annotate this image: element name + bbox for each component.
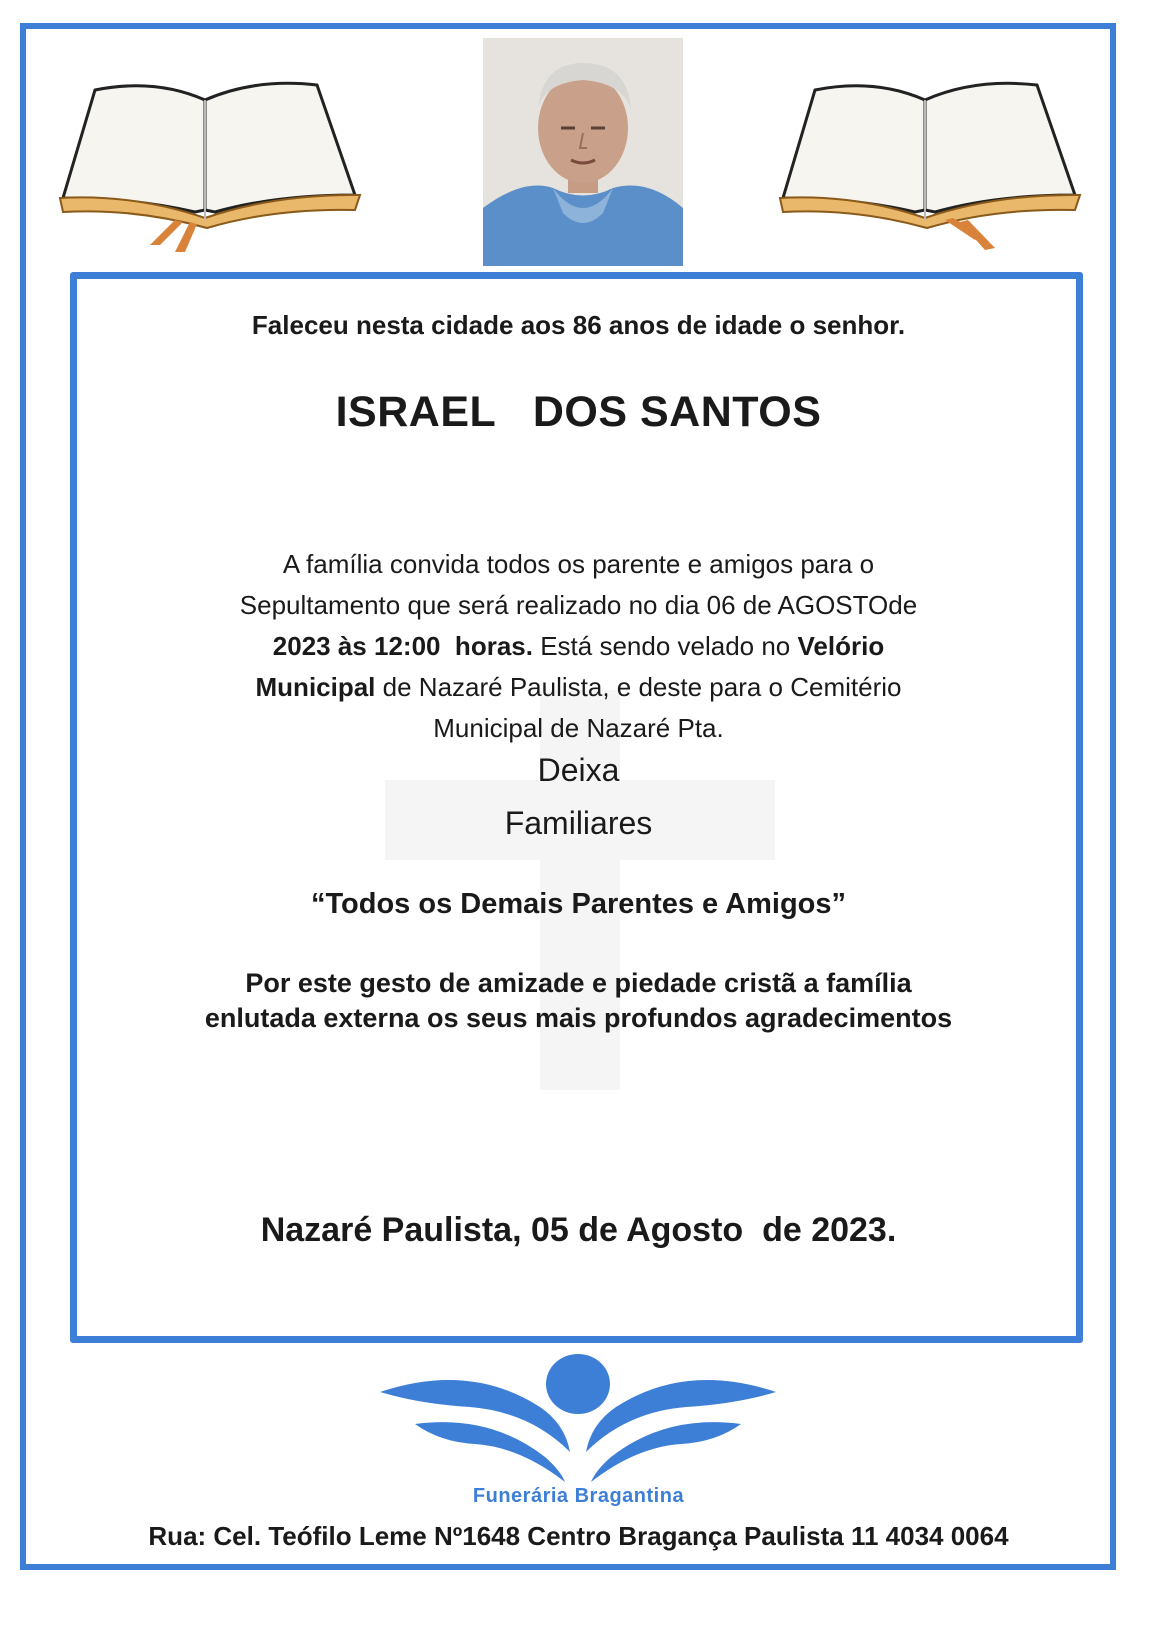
funeral-details-line-1: A família convida todos os parente e amigos para o: [282, 549, 875, 579]
death-announcement-intro: Faleceu nesta cidade aos 86 anos de idade o senhor.: [251, 310, 906, 340]
deixa-heading: Deixa: [537, 752, 620, 788]
funeral-details-line-4: [0, 667, 1157, 708]
place-and-date: Nazaré Paulista, 05 de Agosto de 2023.: [260, 1211, 897, 1249]
funeraria-logo: [380, 1352, 776, 1502]
funeral-details-text: de Nazaré Paulista, e deste para o Cemitério: [375, 672, 902, 702]
company-name: Funerária Bragantina: [472, 1485, 685, 1507]
open-bible-icon-left: [55, 70, 375, 260]
funeral-details-line-2: Sepultamento que será realizado no dia 06 de AGOSTOde: [239, 590, 918, 620]
deceased-name: ISRAEL DOS SANTOS: [335, 388, 822, 436]
burial-date-time: 2023 às 12:00 horas.: [272, 631, 533, 661]
open-bible-icon-right: [775, 70, 1095, 260]
familiares-heading: Familiares: [504, 805, 653, 841]
funeral-details-text: Está sendo velado no: [532, 631, 798, 661]
thanks-line-2: enlutada externa os seus mais profundos agradecimentos: [204, 1003, 953, 1033]
company-address: Rua: Cel. Teófilo Leme Nº1648 Centro Bragança Paulista 11 4034 0064: [148, 1521, 1009, 1551]
relatives-quote: “Todos os Demais Parentes e Amigos”: [310, 888, 847, 920]
thanks-message: [0, 966, 1157, 1036]
funeral-details: [0, 544, 1157, 749]
portrait-photo: [483, 38, 683, 266]
funeral-details-line-5: Municipal de Nazaré Pta.: [433, 713, 724, 743]
funeral-details-line-3: [0, 626, 1157, 667]
thanks-line-1: Por este gesto de amizade e piedade cristã a família: [245, 968, 912, 998]
wake-location-part1: Velório: [797, 631, 885, 661]
wake-location-part2: Municipal: [255, 672, 376, 702]
